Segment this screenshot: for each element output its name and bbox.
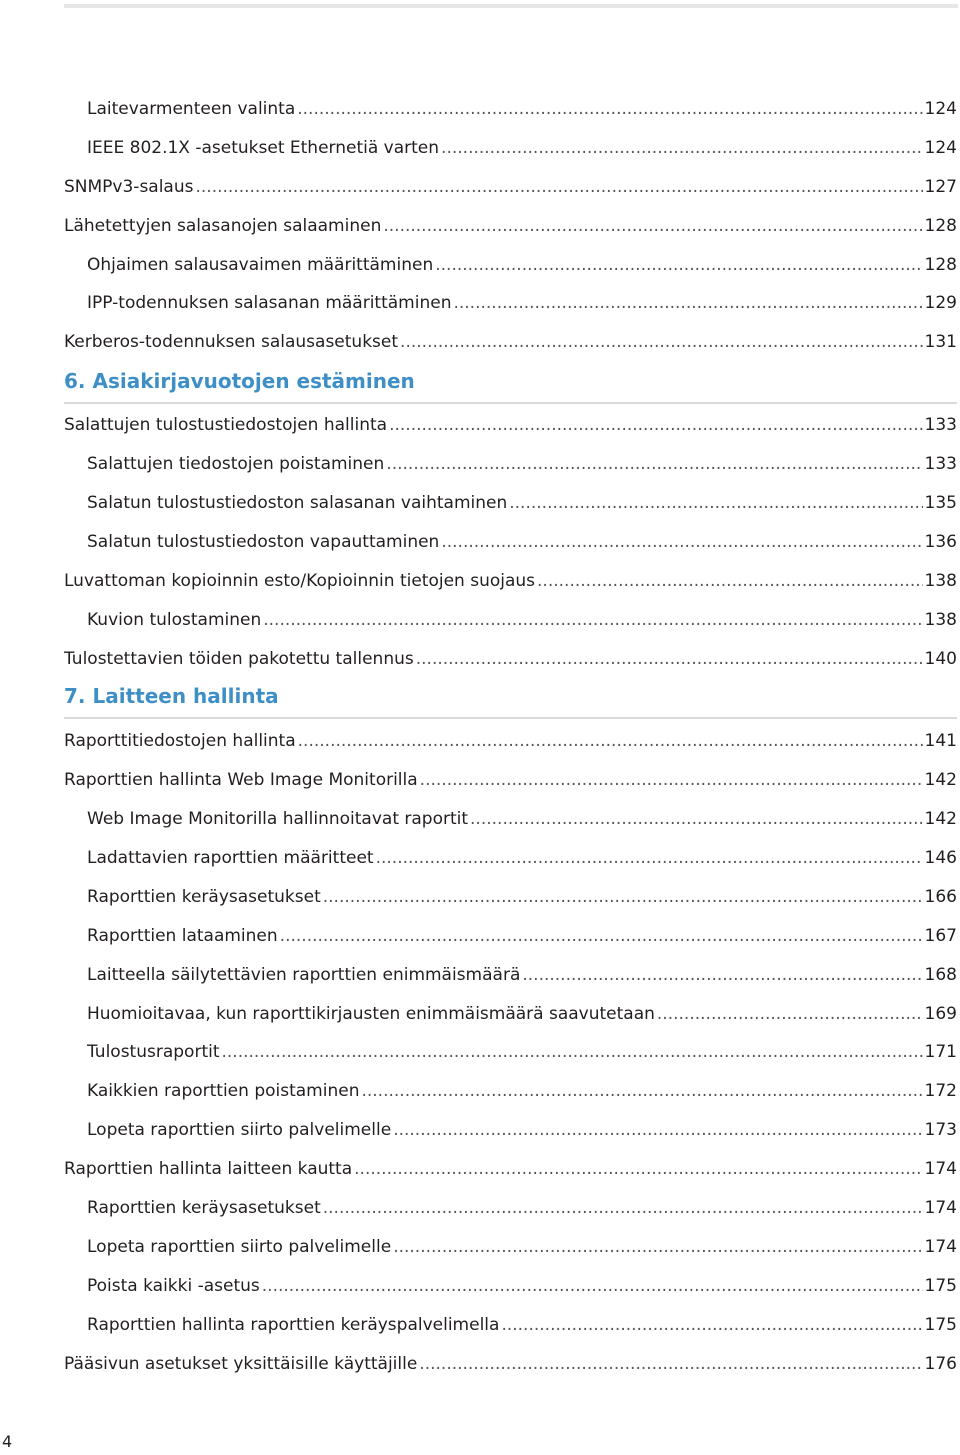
toc-entry-page: 176 bbox=[924, 1354, 957, 1374]
toc-entry-page: 127 bbox=[924, 177, 957, 197]
toc-entry-title: Raporttien keräysasetukset bbox=[87, 1198, 321, 1218]
dot-leader bbox=[280, 925, 923, 947]
toc-entry-title: Poista kaikki -asetus bbox=[87, 1276, 260, 1296]
toc-entry[interactable] bbox=[87, 808, 957, 830]
toc-entry-title: Pääsivun asetukset yksittäisille käyttäjille bbox=[64, 1354, 418, 1374]
toc-entry[interactable] bbox=[87, 1080, 957, 1102]
toc-entry-page: 141 bbox=[924, 731, 957, 751]
toc-entry-title: Salattujen tulostustiedostojen hallinta bbox=[64, 415, 388, 435]
page-number: 4 bbox=[2, 1432, 13, 1451]
chapter-heading[interactable]: 7. Laitteen hallinta bbox=[64, 683, 957, 719]
toc-entry-title: Web Image Monitorilla hallinnoitavat raportit bbox=[87, 809, 469, 829]
dot-leader bbox=[386, 453, 922, 475]
toc-entry-title: IEEE 802.1X -asetukset Ethernetiä varten bbox=[87, 138, 440, 158]
toc-entry-page: 172 bbox=[924, 1081, 957, 1101]
toc-entry-title: Raporttien lataaminen bbox=[87, 926, 278, 946]
dot-leader bbox=[195, 176, 922, 198]
toc-entry[interactable] bbox=[87, 492, 957, 514]
dot-leader bbox=[419, 1353, 922, 1375]
toc-entry[interactable] bbox=[87, 137, 957, 159]
toc-entry-title: Lopeta raporttien siirto palvelimelle bbox=[87, 1120, 392, 1140]
toc-entry[interactable] bbox=[64, 176, 957, 198]
toc-entry-page: 124 bbox=[924, 99, 957, 119]
dot-leader bbox=[222, 1041, 923, 1063]
toc-entry-title: Raporttitiedostojen hallinta bbox=[64, 731, 296, 751]
toc-entry-page: 174 bbox=[924, 1159, 957, 1179]
toc-entry[interactable] bbox=[64, 1353, 957, 1375]
dot-leader bbox=[657, 1003, 923, 1025]
dot-leader bbox=[537, 570, 923, 592]
toc-entry-title: Ladattavien raporttien määritteet bbox=[87, 848, 374, 868]
toc-entry-page: 166 bbox=[924, 887, 957, 907]
toc-entry-title: Lähetettyjen salasanojen salaaminen bbox=[64, 216, 382, 236]
toc-entry-page: 175 bbox=[924, 1315, 957, 1335]
toc-entry[interactable] bbox=[87, 847, 957, 869]
dot-leader bbox=[441, 137, 923, 159]
toc-entry-page: 142 bbox=[924, 770, 957, 790]
toc-entry[interactable] bbox=[64, 1158, 957, 1180]
dot-leader bbox=[509, 492, 922, 514]
toc-entry-page: 167 bbox=[924, 926, 957, 946]
toc-entry[interactable] bbox=[64, 730, 957, 752]
toc-entry-page: 135 bbox=[924, 493, 957, 513]
toc-entry-title: Kuvion tulostaminen bbox=[87, 610, 262, 630]
toc-entry-page: 168 bbox=[924, 965, 957, 985]
dot-leader bbox=[522, 964, 922, 986]
toc-entry-title: Salatun tulostustiedoston vapauttaminen bbox=[87, 532, 440, 552]
toc-entry-page: 138 bbox=[924, 610, 957, 630]
dot-leader bbox=[376, 847, 923, 869]
dot-leader bbox=[420, 769, 923, 791]
toc-entry-title: Laitteella säilytettävien raporttien enimmäismäärä bbox=[87, 965, 521, 985]
toc-entry-title: Salatun tulostustiedoston salasanan vaihtaminen bbox=[87, 493, 508, 513]
dot-leader bbox=[263, 609, 922, 631]
dot-leader bbox=[323, 886, 923, 908]
top-rule bbox=[64, 4, 958, 8]
toc-entry[interactable] bbox=[87, 1197, 957, 1219]
toc-entry[interactable] bbox=[87, 292, 957, 314]
dot-leader bbox=[393, 1119, 922, 1141]
toc-entry-title: Tulostettavien töiden pakotettu tallennus bbox=[64, 649, 414, 669]
toc-entry-title: Raporttien hallinta raporttien keräyspalvelimella bbox=[87, 1315, 500, 1335]
toc-entry[interactable] bbox=[87, 925, 957, 947]
toc-entry-title: Kerberos-todennuksen salausasetukset bbox=[64, 332, 399, 352]
toc-entry[interactable] bbox=[87, 1119, 957, 1141]
dot-leader bbox=[361, 1080, 922, 1102]
toc-entry-page: 128 bbox=[924, 216, 957, 236]
toc-entry-page: 133 bbox=[924, 415, 957, 435]
dot-leader bbox=[400, 331, 923, 353]
toc-entry[interactable] bbox=[87, 1041, 957, 1063]
dot-leader bbox=[453, 292, 922, 314]
dot-leader bbox=[262, 1275, 923, 1297]
toc-entry-page: 169 bbox=[924, 1004, 957, 1024]
toc-entry-title: Tulostusraportit bbox=[87, 1042, 220, 1062]
toc-entry-page: 174 bbox=[924, 1198, 957, 1218]
toc-entry-title: Luvattoman kopioinnin esto/Kopioinnin tietojen suojaus bbox=[64, 571, 536, 591]
toc-entry-page: 136 bbox=[924, 532, 957, 552]
toc-entry-page: 131 bbox=[924, 332, 957, 352]
toc-entry-page: 146 bbox=[924, 848, 957, 868]
toc-entry-title: Kaikkien raporttien poistaminen bbox=[87, 1081, 360, 1101]
toc-entry-title: Lopeta raporttien siirto palvelimelle bbox=[87, 1237, 392, 1257]
toc-entry-page: 138 bbox=[924, 571, 957, 591]
toc-entry-title: Salattujen tiedostojen poistaminen bbox=[87, 454, 385, 474]
dot-leader bbox=[323, 1197, 923, 1219]
toc-entry-page: 128 bbox=[924, 255, 957, 275]
toc-entry[interactable] bbox=[87, 98, 957, 120]
toc-entry[interactable] bbox=[87, 254, 957, 276]
toc-entry-page: 124 bbox=[924, 138, 957, 158]
dot-leader bbox=[354, 1158, 922, 1180]
toc-entry[interactable] bbox=[64, 769, 957, 791]
toc-entry[interactable] bbox=[87, 1314, 957, 1336]
dot-leader bbox=[435, 254, 922, 276]
dot-leader bbox=[416, 648, 923, 670]
dot-leader bbox=[389, 414, 922, 436]
toc-entry-page: 171 bbox=[924, 1042, 957, 1062]
toc-entry-page: 175 bbox=[924, 1276, 957, 1296]
toc-entry-page: 129 bbox=[924, 293, 957, 313]
toc-entry-title: SNMPv3-salaus bbox=[64, 177, 194, 197]
toc-entry-title: Raporttien hallinta Web Image Monitorilla bbox=[64, 770, 418, 790]
toc-entry[interactable] bbox=[87, 1003, 957, 1025]
chapter-heading[interactable]: 6. Asiakirjavuotojen estäminen bbox=[64, 368, 957, 404]
toc-entry[interactable] bbox=[87, 886, 957, 908]
toc-entry[interactable] bbox=[87, 1275, 957, 1297]
dot-leader bbox=[501, 1314, 922, 1336]
dot-leader bbox=[298, 730, 923, 752]
dot-leader bbox=[470, 808, 923, 830]
dot-leader bbox=[297, 98, 922, 120]
toc-entry-title: Huomioitavaa, kun raporttikirjausten enimmäismäärä saavutetaan bbox=[87, 1004, 655, 1024]
toc-entry-page: 174 bbox=[924, 1237, 957, 1257]
toc-entry[interactable] bbox=[87, 964, 957, 986]
toc-entry-page: 173 bbox=[924, 1120, 957, 1140]
toc-entry-page: 142 bbox=[924, 809, 957, 829]
toc-entry-page: 140 bbox=[924, 649, 957, 669]
toc-entry-title: Laitevarmenteen valinta bbox=[87, 99, 296, 119]
toc-entry[interactable] bbox=[64, 414, 957, 436]
dot-leader bbox=[383, 215, 922, 237]
toc-entry[interactable] bbox=[64, 331, 957, 353]
toc-entry[interactable] bbox=[87, 531, 957, 553]
toc-entry-page: 133 bbox=[924, 454, 957, 474]
toc-entry-title: Raporttien keräysasetukset bbox=[87, 887, 321, 907]
toc-entry[interactable] bbox=[64, 648, 957, 670]
dot-leader bbox=[441, 531, 922, 553]
dot-leader bbox=[393, 1236, 922, 1258]
toc-entry[interactable] bbox=[87, 453, 957, 475]
toc-entry[interactable] bbox=[87, 609, 957, 631]
toc-entry-title: Ohjaimen salausavaimen määrittäminen bbox=[87, 255, 434, 275]
toc-entry[interactable] bbox=[87, 1236, 957, 1258]
toc-entry-title: Raporttien hallinta laitteen kautta bbox=[64, 1159, 353, 1179]
toc-entry-title: IPP-todennuksen salasanan määrittäminen bbox=[87, 293, 452, 313]
toc-entry[interactable] bbox=[64, 570, 957, 592]
toc-entry[interactable] bbox=[64, 215, 957, 237]
